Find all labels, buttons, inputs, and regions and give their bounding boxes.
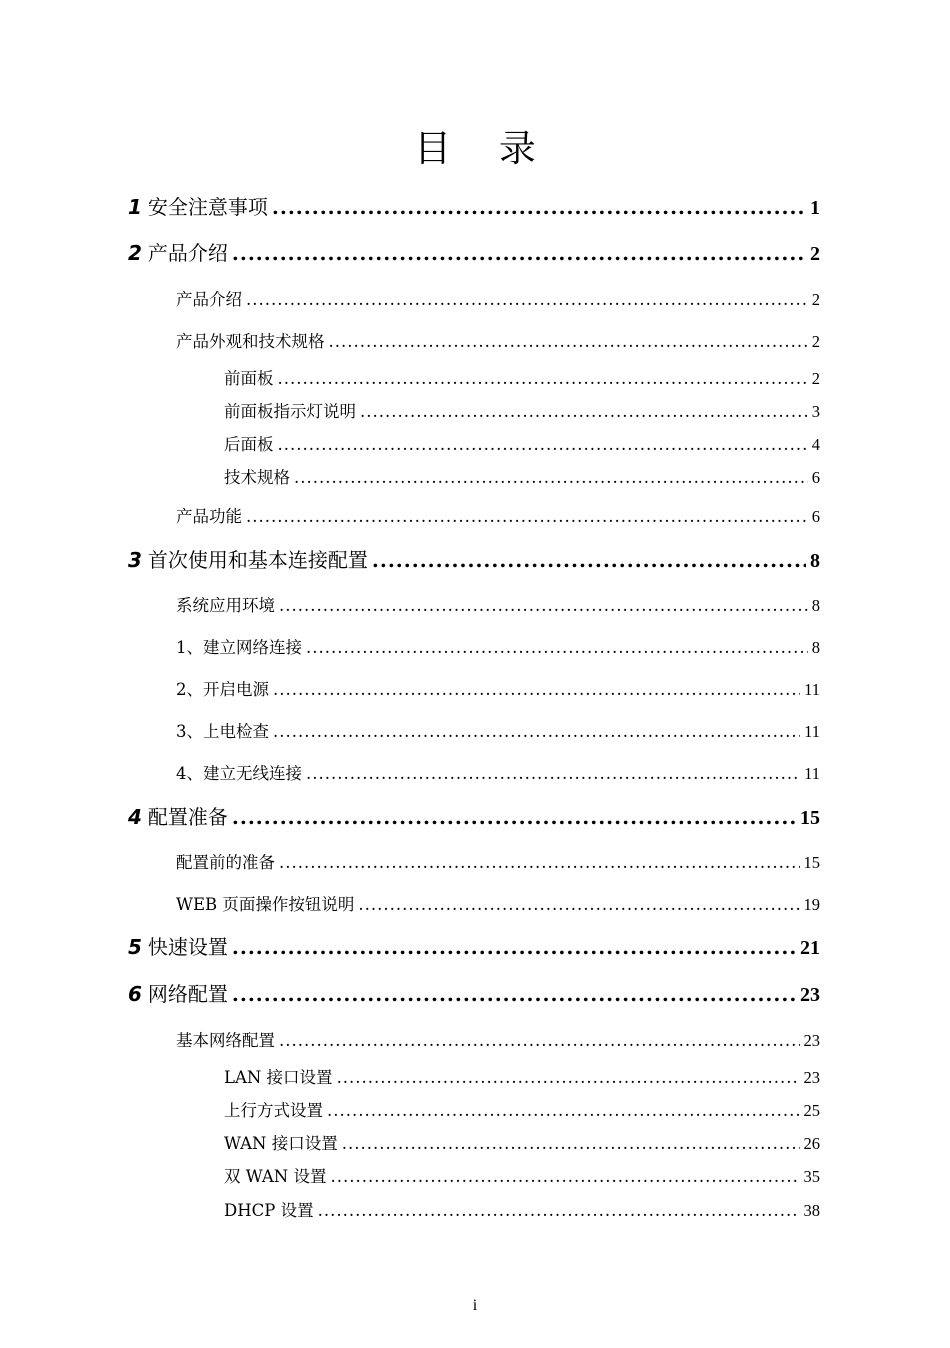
- dot-leader: [358, 895, 799, 914]
- toc-entry-chapter-4[interactable]: [128, 801, 820, 830]
- dot-leader: [273, 722, 800, 741]
- toc-entry-label: 前面板: [224, 369, 274, 388]
- toc-entry-label: 快速设置: [147, 935, 228, 959]
- chapter-number: 6: [128, 982, 142, 1006]
- toc-entry-subsection[interactable]: [224, 1097, 820, 1121]
- toc-page-number: 38: [803, 1201, 820, 1220]
- toc-entry-label: 产品功能: [176, 507, 242, 526]
- toc-page-number: 11: [804, 680, 820, 699]
- dot-leader: [329, 332, 808, 351]
- dot-leader: [232, 982, 796, 1006]
- dot-leader: [330, 1167, 799, 1186]
- dot-leader: [327, 1101, 800, 1120]
- toc-entry-label: DHCP 设置: [224, 1201, 314, 1220]
- toc-entry-section[interactable]: [176, 1027, 820, 1051]
- toc-entry-chapter-2[interactable]: [128, 237, 820, 266]
- toc-page-number: 6: [811, 468, 820, 487]
- toc-page-number: 6: [811, 507, 820, 526]
- chapter-number: 4: [128, 805, 142, 829]
- dot-leader: [306, 638, 808, 657]
- toc-page-number: 1: [810, 197, 820, 219]
- toc-entry-label: 安全注意事项: [147, 195, 268, 219]
- toc-page-number: 2: [811, 290, 820, 309]
- toc-page-number: 11: [804, 764, 820, 783]
- toc-entry-chapter-1[interactable]: [128, 191, 820, 220]
- toc-entry-subsection[interactable]: [224, 1163, 820, 1187]
- toc-entry-label: LAN 接口设置: [224, 1068, 333, 1087]
- toc-entry-label: 首次使用和基本连接配置: [147, 548, 368, 572]
- toc-entry-subsection[interactable]: [224, 1130, 820, 1154]
- dot-leader: [279, 853, 800, 872]
- toc-page-number: 15: [803, 853, 820, 872]
- toc-page-number: 19: [803, 895, 820, 914]
- toc-entry-subsection[interactable]: [224, 464, 820, 488]
- toc-entry-section[interactable]: [176, 849, 820, 873]
- toc-page-number: 26: [803, 1134, 820, 1153]
- toc-entry-label: 配置前的准备: [176, 853, 275, 872]
- toc-entry-section[interactable]: [176, 592, 820, 616]
- toc-entry-label: 上行方式设置: [224, 1101, 323, 1120]
- dot-leader: [232, 935, 796, 959]
- dot-leader: [272, 195, 806, 219]
- toc-entry-label: 3、上电检查: [176, 722, 269, 741]
- toc-entry-label: 4、建立无线连接: [176, 764, 302, 783]
- toc-entry-chapter-6[interactable]: [128, 978, 820, 1007]
- dot-leader: [273, 680, 800, 699]
- toc-entry-subsection[interactable]: [224, 431, 820, 455]
- dot-leader: [337, 1068, 800, 1087]
- toc-entry-label: 双 WAN 设置: [224, 1167, 327, 1186]
- dot-leader: [232, 805, 796, 829]
- toc-entry-section[interactable]: [176, 891, 820, 915]
- toc-page-number: 8: [811, 596, 820, 615]
- toc-page-number: 25: [803, 1101, 820, 1120]
- toc-entry-label: 网络配置: [147, 982, 228, 1006]
- toc-entry-label: 前面板指示灯说明: [224, 402, 356, 421]
- toc-page-number: 2: [811, 332, 820, 351]
- dot-leader: [246, 507, 808, 526]
- toc-entry-label: 系统应用环境: [176, 596, 275, 615]
- toc-entry-label: 配置准备: [147, 805, 228, 829]
- toc-entry-section[interactable]: [176, 503, 820, 527]
- dot-leader: [279, 596, 808, 615]
- toc-page-number: 2: [811, 369, 820, 388]
- toc-entry-section[interactable]: [176, 328, 820, 352]
- toc-entry-label: 2、开启电源: [176, 680, 269, 699]
- dot-leader: [342, 1134, 800, 1153]
- toc-entry-chapter-5[interactable]: [128, 931, 820, 960]
- toc-page-number: 23: [803, 1068, 820, 1087]
- dot-leader: [279, 1031, 800, 1050]
- toc-page-number: 8: [810, 550, 820, 572]
- toc-entry-section[interactable]: [176, 286, 820, 310]
- toc-entry-label: 基本网络配置: [176, 1031, 275, 1050]
- toc-entry-subsection[interactable]: [224, 365, 820, 389]
- chapter-number: 3: [128, 548, 142, 572]
- toc-entry-subsection[interactable]: [224, 398, 820, 422]
- toc-entry-label: WAN 接口设置: [224, 1134, 338, 1153]
- dot-leader: [372, 548, 806, 572]
- toc-page-number: 15: [800, 807, 820, 829]
- dot-leader: [278, 369, 808, 388]
- chapter-number: 1: [128, 195, 142, 219]
- toc-page-number: 11: [804, 722, 820, 741]
- toc-entry-chapter-3[interactable]: [128, 544, 820, 573]
- toc-entry-subsection[interactable]: [224, 1064, 820, 1088]
- toc-page-number: 8: [811, 638, 820, 657]
- toc-entry-subsection[interactable]: [224, 1197, 820, 1221]
- toc-page-number: 2: [810, 243, 820, 265]
- toc-entry-label: 产品介绍: [147, 241, 228, 265]
- toc-entry-label: 1、建立网络连接: [176, 638, 302, 657]
- toc-entry-label: 后面板: [224, 435, 274, 454]
- dot-leader: [246, 290, 808, 309]
- footer-page-number: i: [472, 1297, 478, 1314]
- dot-leader: [232, 241, 806, 265]
- toc-entry-label: 产品外观和技术规格: [176, 332, 325, 351]
- page-title: 目 录: [414, 127, 554, 170]
- dot-leader: [360, 402, 808, 421]
- dot-leader: [278, 435, 808, 454]
- toc-entry-section[interactable]: [176, 760, 820, 784]
- dot-leader: [306, 764, 800, 783]
- toc-entry-section[interactable]: [176, 718, 820, 742]
- toc-entry-section[interactable]: [176, 634, 820, 658]
- toc-page-number: 35: [803, 1167, 820, 1186]
- toc-page-number: 23: [800, 984, 820, 1006]
- chapter-number: 2: [128, 241, 142, 265]
- toc-page-number: 23: [803, 1031, 820, 1050]
- toc-page-number: 3: [811, 402, 820, 421]
- dot-leader: [294, 468, 808, 487]
- toc-page-number: 4: [811, 435, 820, 454]
- chapter-number: 5: [128, 935, 142, 959]
- toc-entry-label: 产品介绍: [176, 290, 242, 309]
- toc-entry-label: 技术规格: [224, 468, 290, 487]
- dot-leader: [318, 1201, 800, 1220]
- toc-page-number: 21: [800, 937, 820, 959]
- toc-entry-label: WEB 页面操作按钮说明: [176, 895, 355, 914]
- toc-entry-section[interactable]: [176, 676, 820, 700]
